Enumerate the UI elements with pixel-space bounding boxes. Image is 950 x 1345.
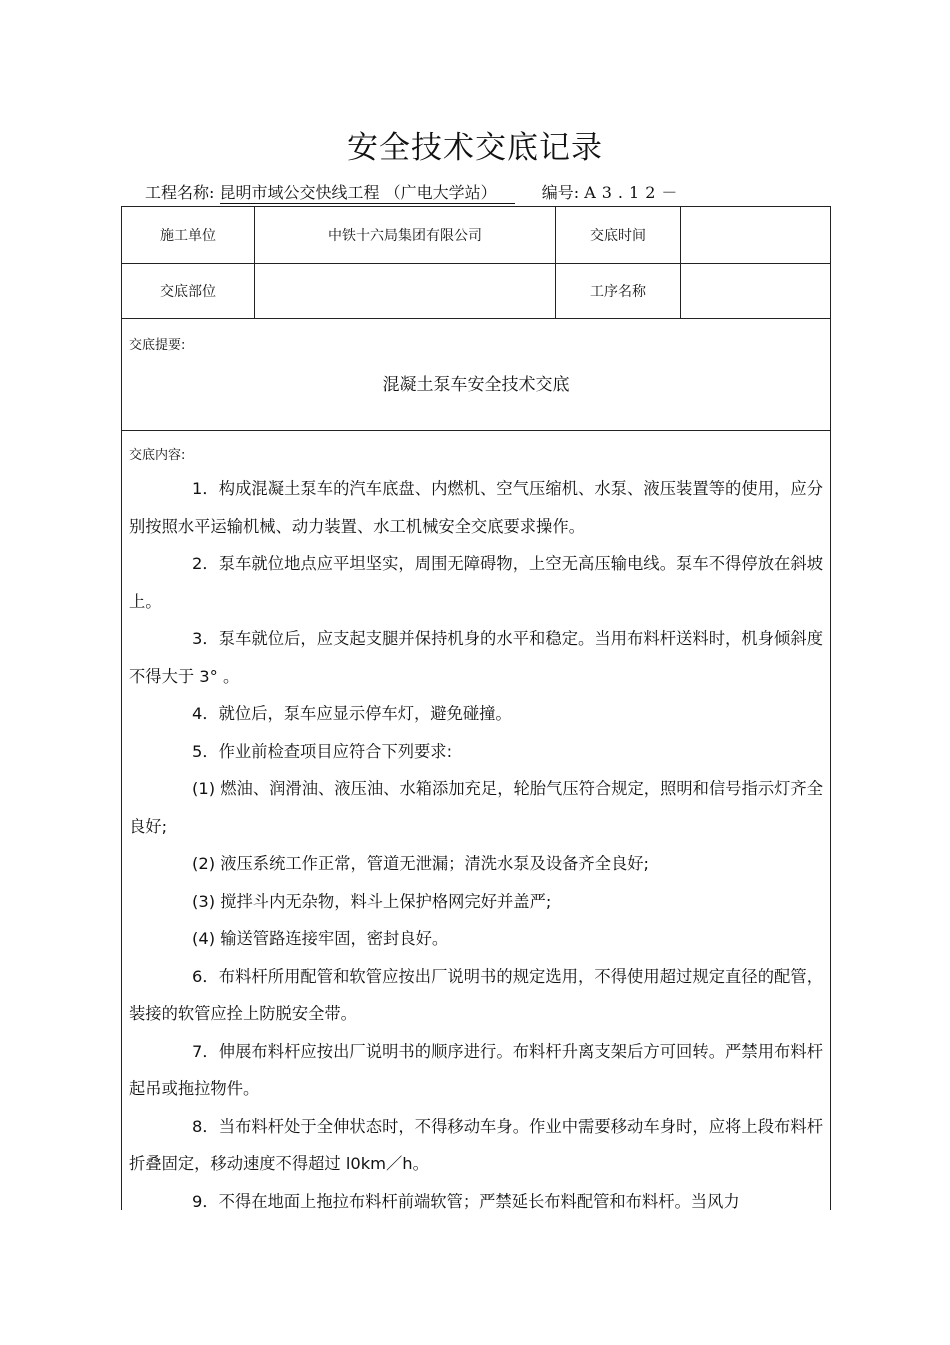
table-row-part	[122, 264, 830, 319]
content-paragraph: 8．当布料杆处于全伸状态时，不得移动车身。作业中需要移动车身时，应将上段布料杆折叠固定，移动速度不得超过 l0km／h。	[129, 1116, 823, 1173]
content-paragraph: 1．构成混凝土泵车的汽车底盘、内燃机、空气压缩机、水泵、液压装置等的使用，应分别按照水平运输机械、动力装置、水工机械安全交底要求操作。	[129, 479, 823, 536]
content-paragraph: 5．作业前检查项目应符合下列要求:	[192, 741, 453, 761]
briefing-summary-section	[122, 319, 830, 431]
record-number-label: 编号:	[541, 183, 580, 202]
briefing-time-value	[681, 207, 830, 263]
briefing-summary-label: 交底提要:	[129, 338, 186, 353]
content-paragraph: 9．不得在地面上拖拉布料杆前端软管；严禁延长布料配管和布料杆。当风力	[192, 1191, 740, 1210]
content-paragraph: (3) 搅拌斗内无杂物，料斗上保护格网完好并盖严;	[192, 891, 552, 911]
content-paragraph: 3．泵车就位后，应支起支腿并保持机身的水平和稳定。当用布料杆送料时，机身倾斜度不得大于 3° 。	[129, 629, 823, 686]
project-name-label: 工程名称:	[145, 183, 215, 202]
briefing-part-value	[255, 264, 556, 318]
process-name-label: 工序名称	[556, 264, 681, 318]
project-name-value: 昆明市域公交快线工程 （广电大学站）	[220, 183, 515, 204]
briefing-summary-text: 混凝土泵车安全技术交底	[382, 375, 570, 395]
content-paragraph: (1) 燃油、润滑油、液压油、水箱添加充足，轮胎气压符合规定，照明和信号指示灯齐全良好;	[129, 779, 823, 836]
content-paragraph: 6．布料杆所用配管和软管应按出厂说明书的规定选用，不得使用超过规定直径的配管，装接的软管应拴上防脱安全带。	[129, 966, 823, 1023]
record-table	[121, 206, 831, 1210]
construction-unit-label: 施工单位	[122, 207, 255, 263]
briefing-part-label: 交底部位	[122, 264, 255, 318]
content-paragraph: 7．伸展布料杆应按出厂说明书的顺序进行。布料杆升离支架后方可回转。严禁用布料杆起吊或拖拉物件。	[129, 1041, 823, 1098]
briefing-content-section	[122, 431, 830, 1210]
record-number-value: A3.12－	[584, 183, 684, 202]
document-title: 安全技术交底记录	[347, 130, 603, 166]
content-paragraph: 2．泵车就位地点应平坦坚实，周围无障碍物，上空无高压输电线。泵车不得停放在斜坡上。	[129, 554, 823, 611]
table-row-unit	[122, 207, 830, 264]
process-name-value	[681, 264, 830, 318]
content-paragraph: 4．就位后，泵车应显示停车灯，避免碰撞。	[192, 704, 512, 723]
content-paragraph: (4) 输送管路连接牢固，密封良好。	[192, 929, 449, 948]
briefing-time-label: 交底时间	[556, 207, 681, 263]
construction-unit-value: 中铁十六局集团有限公司	[255, 207, 556, 263]
briefing-content-label: 交底内容:	[129, 448, 186, 463]
project-info-line	[145, 180, 683, 203]
content-paragraph: (2) 液压系统工作正常，管道无泄漏；清洗水泵及设备齐全良好;	[192, 854, 650, 873]
